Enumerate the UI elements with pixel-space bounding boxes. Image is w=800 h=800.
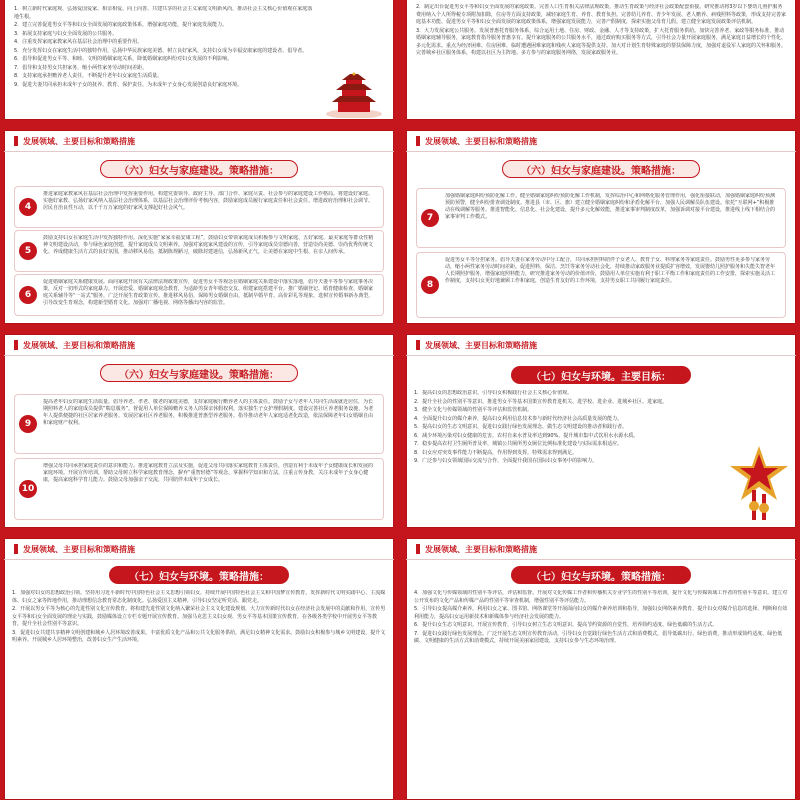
goal-line: 1．提高妇女的思想政治意识，引导妇女积极践行社会主义核心价值观。 <box>414 390 573 396</box>
goal-line: 9．促进夫妻共同承担未成年子女的抚养、教育、保护责任，为未成年子女身心发展创造良好家庭环境。 <box>14 81 243 88</box>
goal-line: 5．充分发挥妇女在家庭生活中的独特作用，弘扬中华民族家庭美德、树立良好家风，支持妇女成为幸福安康家庭的建设者、倡导者。 <box>14 47 308 54</box>
slide-women-environment-goals <box>406 334 796 528</box>
slide-women-family-goals <box>4 0 394 120</box>
slide-title: （七）妇女与环境。主要目标： <box>511 366 691 384</box>
goal-line: 1．树立新时代家庭观，弘扬爱国爱家、相亲相爱、向上向善、共建共享的社会主义家庭文明新风尚，推动社会主义核心价值观在家庭落地生根。 <box>14 6 313 20</box>
section-header <box>406 538 796 560</box>
measure-line: 2．制定出台促进男女平等和妇女全面发展的家庭政策。完善人口生育相关法律法规政策，推动生育政策与经济社会政策配套衔接。研究推动将3岁以下婴幼儿照护服务费用纳入个人所得税专项附加扣除，住房等方面支持政策，减轻家庭生育、养育、教育负担。完善幼儿养育、青少年发展、老人赡养、病残照料等政策，形成支持完善家庭基本功能、促进男女平等和妇女全面发展的家庭政策体系，增强家庭发展能力，完善产假制度，探索实施父母育儿假。建立健全家庭发展政策评估机制。 <box>416 4 786 25</box>
measure-item <box>416 188 786 248</box>
measure-line: 7．促进妇女践行绿色发展理念。广泛开展生态文明宣传教育活动，引导妇女自觉践行绿色生活方式和消费模式，倡导低碳出行、绿色消费，推动形成简约适度、绿色低碳、文明健康的生活方式和消费模式，持续开展美丽家园建设，支持妇女参与生态环境治理。 <box>414 630 783 644</box>
slide-family-measures-7-8 <box>406 130 796 324</box>
section-label: 发展领域、主要目标和策略措施 <box>425 340 537 350</box>
measure-item <box>14 458 384 520</box>
header-marker <box>416 340 420 350</box>
goal-line: 6．倡导和促进男女平等、和睦、文明的婚姻家庭关系，降低婚姻家庭纠纷对妇女发展的不利影响。 <box>14 56 233 62</box>
section-label: 发展领域、主要目标和策略措施 <box>425 544 537 554</box>
goal-line: 7．倡导和支持男女共担家务，缩小两性家务劳动时间差距。 <box>14 64 148 71</box>
goal-line: 8．支持家庭承担赡养老人责任，不断提升老年妇女家庭生活质量。 <box>14 73 163 79</box>
header-divider <box>4 151 394 152</box>
measure-line: 3．促进妇女共建共享精神文明创建和城乡人居环境改善成果。丰富优质文化产品和公共文化服务供给，满足妇女精神文化需求。鼓励妇女积极参与城乡文明建设，提升文明素养。开展城乡人居环境整治，改善妇女生产生活环境。 <box>12 629 386 643</box>
slide-title: （六）妇女与家庭建设。策略措施： <box>100 160 298 178</box>
item-text: 鼓励支持妇女在家庭生活中发挥独特作用。深化实施“家家幸福安康工程”，鼓励妇女带领家庭成员积极参与文明家庭、五好家庭、最美家庭等群众性精神文明建设活动，参与绿色家庭创建，提升家庭成员文明素养。加强对家庭家风建设的宣传，引导家庭成员崇德向善，营造崇尚美德、崇尚优秀传统文化、养成健康生活方式的良好氛围，推动移风易俗，抵制陈规陋习，破除封建迷信，弘扬新风正气，让美德在家庭中生根、在亲人间传承。 <box>43 235 374 255</box>
slide-title: （六）妇女与家庭建设。策略措施： <box>502 160 700 178</box>
header-divider <box>406 355 796 356</box>
header-marker <box>416 136 420 146</box>
section-label: 发展领域、主要目标和策略措施 <box>23 340 135 350</box>
section-label: 发展领域、主要目标和策略措施 <box>425 136 537 146</box>
item-text: 推进家庭家教家风在基层社会治理中发挥重要作用。构建党委领导、政府主导、部门合作、家庭尽责、社会参与的家庭建设工作格局。将建设好家庭、实施好家教、弘扬好家风纳入基层社会治理体系，以基层社会治理评价考核内容，鼓励家庭成员履行家庭责任和社会责任。增进政府治理和社会调节、居民自治良性互动，以千千万万家庭的好家风支撑起好社会风气。 <box>43 191 374 211</box>
goal-line: 5．提高妇女的生态文明意识，促进妇女践行绿色发展理念，做生态文明建设的推动者和践行者。 <box>414 424 628 430</box>
section-header <box>4 334 394 356</box>
measures-text <box>12 590 386 800</box>
header-divider <box>4 559 394 560</box>
item-number: 7 <box>421 209 439 227</box>
item-text: 促进男女平等分担家务。倡导夫妻在家务劳动中分工配合，共同承担照料陪伴子女老人、教育子女、料理家务等家庭责任。鼓励男性更多参与家务劳动，缩小两性家务劳动时间差距。促进照料、保洁、烹饪等家务劳动社会化，持续推动家政服务业提质扩容增效，发展婴幼儿照护服务和失能失智老年人长期照护服务，增强家庭照料能力，研究推进家务劳动的价值评价，鼓励用人单位实施有利于职工平衡工作和家庭责任的工作安排，探索实施灵活工作制度，支持妇女更好地兼顾工作和家庭，创造生育友好的工作环境，支持男女职工共同履行家庭责任。 <box>445 257 776 284</box>
item-number: 5 <box>19 242 37 260</box>
slide-title: （七）妇女与环境。策略措施： <box>109 566 289 584</box>
header-marker <box>14 544 18 554</box>
measure-item <box>14 186 384 228</box>
measure-line: 4．加强文化与传媒领域的性别平等评估，评估和监督。开展对文化传媒工作者和传播机关专业学生的性别平等培训，提升文化与传媒领域工作者的性别平等意识。建立对公开发布的文化产品和传媒产品的性别平等审查机制，增强性别平等评估能力。 <box>414 590 788 604</box>
item-number: 10 <box>19 480 37 498</box>
goal-line: 9．广泛参与妇女领域国际交流与合作，全面提升我国在国际妇女事务中的影响力。 <box>414 458 598 464</box>
header-marker <box>416 544 420 554</box>
slide-environment-measures-4-7 <box>406 538 796 800</box>
goal-line: 8．妇女应对突发事件能力不断提高，作用得到发挥，特殊需求得到满足。 <box>414 449 578 456</box>
goal-line: 7．稳步提高农村卫生厕所普及率，城镇公共厕所男女厕位比例标准化建设与实际需求相适应。 <box>414 441 623 447</box>
goal-line: 3．健全文化与传媒领域的性别平等评估和监管机制。 <box>414 407 533 413</box>
slide-family-measures-cont <box>406 0 796 120</box>
goal-line: 4．全面提升妇女的媒介素养，提高妇女利用信息技术参与新时代经济社会高质量发展的能力。 <box>414 415 623 422</box>
section-header <box>4 538 394 560</box>
slide-family-measures-4-6 <box>4 130 394 324</box>
measure-line: 3．大力发展家庭公共服务。发展普惠托育服务体系，综合运用土地、住房、财政、金融、人才等支持政策，扩大托育服务供给。加快完善养老、家政等服务标准，推动婚姻家庭辅导服务，家庭教育指导服务普惠享有。提升家庭服务的公共服务水平，通过政府购买服务等方式，引导社会力量开展家庭服务，满足家庭日益增长的个性化、多元化需求。重点为经济困难、住房困难、临时遭遇困难家庭和残疾人家庭等提供支持。加大对计划生育特殊家庭的帮扶保障力度，加强对退役军人家庭的关怀和服务。完善城乡社区服务体系，构建以社区为主阵地、多方参与的家庭服务网络，发展家政服务业。 <box>416 27 786 56</box>
item-text: 加强婚姻家庭纠纷预防化解工作。健全婚姻家庭纠纷预防化解工作机制，发挥综治中心和网格化服务管理作用，强化衔接联动，加强婚姻家庭纠纷预测预防预警，健全纠纷排查调处制度。推进县（市、区、旗）建立健全婚姻家庭纠纷和矛盾化解平台，加强人民调解员队伍建设。依托“互联网+”积极推动在线调解等服务。推进智能化、信息化、社会化建设，提升多元化解效能，推进家事审判制度改革，加强诉调对接平台建设，推进线上线下相结合的家事审判工作模式。 <box>445 193 776 220</box>
star-illustration <box>728 444 790 524</box>
header-marker <box>14 340 18 350</box>
item-number: 8 <box>421 276 439 294</box>
slide-title: （七）妇女与环境。策略措施： <box>511 566 691 584</box>
item-text: 提高老年妇女的家庭生活质量。倡导养老、孝老、敬老的家庭美德，支持家庭履行赡养老人的主体责任。鼓励子女与老年人共同生活或就近居住，为长期照料老人的家庭成员提供“喘息服务”。督促用人单位保障赡养义务人的探亲休假权利，落实独生子女护理假制度。建设完善社区养老服务设施，为老年人提供便捷的社区居家养老服务。发展居家社区养老服务，积极推进普惠型养老服务。指导推动老年人家庭适老化改造，依法保障老年妇女婚姻自由和家庭财产权利。 <box>43 399 374 426</box>
goal-line: 2．提升全社会的性别平等意识，推进男女平等基本国策宣传教育进机关、进学校、进企业、进城乡社区、进家庭。 <box>414 398 668 405</box>
item-text: 增强父母共同承担家庭责任的意识和能力。推进家庭教育立法及实施，促进父母共同落实家庭教育主体责任，创造有利于未成年子女健康成长和发展的家庭环境。开展宣传培训，帮助父母树立科学家庭教育理念，摒弃“重智轻德”等观念，掌握科学知识和方法，注重言传身教，关注未成年子女身心健康，提高家庭科学育儿能力。鼓励父母加强亲子交流，共同陪伴未成年子女成长。 <box>43 463 374 483</box>
item-number: 9 <box>19 415 37 433</box>
temple-illustration <box>324 72 384 118</box>
measure-line: 2．开展以男女平等为核心的先进性别文化宣传教育。将构建先进性别文化纳入繁荣社会主义文化建设规划，大力宣传新时代妇女在经济社会发展中的贡献和作用，宣传男女平等和妇女全面发展的理论与实践，鼓励媒体设立专栏专题开展宣传教育。加强马克思主义妇女观、男女平等基本国策宣传教育，在各级各类学校中开展男女平等教育，提升全社会性别平等意识。 <box>12 606 386 627</box>
slide-title: （六）妇女与家庭建设。策略措施： <box>100 364 298 382</box>
section-label: 发展领域、主要目标和策略措施 <box>23 136 135 146</box>
header-divider <box>406 559 796 560</box>
measure-item <box>14 274 384 316</box>
section-header <box>406 334 796 356</box>
goal-line: 6．减少环境污染对妇女健康的危害。农村自来水普及率达到90%，提升城市集中式饮用水水源水质。 <box>414 432 639 439</box>
measures-text <box>414 590 788 800</box>
header-divider <box>406 151 796 152</box>
goals-text <box>14 6 314 114</box>
goal-line: 4．注重发挥家庭家教家风在基层社会治理中的重要作用。 <box>14 39 143 45</box>
slide-family-measures-9-10 <box>4 334 394 528</box>
measures-text <box>416 4 786 116</box>
goals-text <box>414 390 724 522</box>
item-number: 4 <box>19 198 37 216</box>
section-header <box>406 130 796 152</box>
measure-item <box>14 230 384 272</box>
measure-line: 5．引导妇女提高媒介素养。利用妇女之家、图书馆、网络课堂等开展面向妇女的媒介素养培训和指导，加强妇女网络素养教育，提升妇女对媒介信息的选择、判断和有效利用能力，提高妇女运用新技术和新媒体参与经济社会发展的能力。 <box>414 606 788 620</box>
section-label: 发展领域、主要目标和策略措施 <box>23 544 135 554</box>
item-text: 促进婚姻家庭关系健康发展。面向家庭开展有关法律法规政策宣传，促进男女平等观念在婚姻家庭关系建设中落实落地，倡导夫妻平等参与家庭事务决策，反对一切形式的家庭暴力。开展恋爱、婚姻家庭观念教育，为适龄男女青年婚恋交友、组建家庭搭建平台，推广婚姻登记、婚育健康检查、婚姻家庭关系辅导等“一站式”服务，广泛开展生育政策宣传。推进移风易俗，保障男女婚姻自由，抵制早婚早育、高价彩礼等现象，选树宣传婚事新办典型，引导改变生育观念，构建新型婚育文化。加强对广播电视、网络等播出内容的监管。 <box>43 279 374 306</box>
section-header <box>4 130 394 152</box>
slide-environment-measures-1-3 <box>4 538 394 800</box>
measure-line: 1．加强对妇女的思想政治引领。坚持用习近平新时代中国特色社会主义思想引领妇女，持续开展中国特色社会主义和中国梦宣传教育，发挥新时代文明实践中心、主流媒体、妇女之家等阵地作用，推动理想信念教育常态化制度化。弘扬爱国主义精神，引导妇女坚定听党话、跟党走。 <box>12 590 386 604</box>
item-number: 6 <box>19 286 37 304</box>
measure-line: 6．提升妇女生态文明意识。开展宣传教育，引导妇女树立生态文明意识，提高节约资源的自觉性，培养简约适度、绿色低碳的生活方式。 <box>414 622 718 628</box>
header-divider <box>4 355 394 356</box>
measure-item <box>14 394 384 454</box>
goal-line: 3．拓展支持家庭与妇女全面发展的公共服务。 <box>14 30 118 37</box>
measure-item <box>416 252 786 318</box>
goal-line: 2．建立完善促进男女平等和妇女全面发展的家庭政策体系，增强家庭功能，提升家庭发展能力。 <box>14 22 228 28</box>
header-marker <box>14 136 18 146</box>
